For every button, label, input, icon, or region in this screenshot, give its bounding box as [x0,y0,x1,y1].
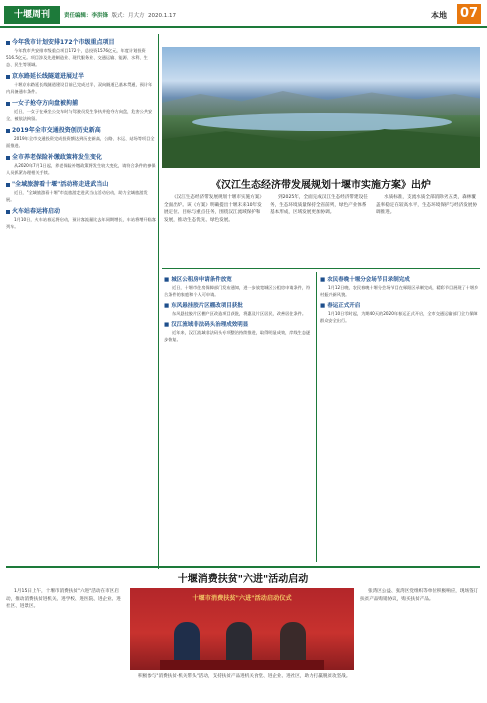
right-body: 1月12日晚，农民春晚十堰分会场节目在郧阳区录制完成，精彩节目展现了十堰乡村振兴新风貌。 [320,285,479,297]
right-body: 1月10日零时起，为期40天的2020年春运正式开启，全市交通运输部门全力保障群众安全出行。 [320,311,478,323]
page-number: 07 [457,4,481,24]
right-item-1 [320,302,480,324]
column-divider [158,34,159,569]
mid-title: ■ 城区公租房申请条件放宽 [164,276,312,284]
brief-title: 一女子抢夺方向盘被拘捕 [6,99,156,108]
brief-0 [6,38,156,68]
brief-title: 京东路延长线隧道进展过半 [6,72,156,81]
section-label: 本地 [431,11,447,20]
bottom-text-2: 积极参与"消费扶贫·机关带头"活动，支持扶贫产品进机关食堂、进企业、进社区，助力打赢脱贫攻坚战。 [138,674,351,679]
brief-body: 从2020年7月1日起，养老保险补缴政策将发生较大变化，请符合条件的参保人员抓紧办理相关手续。 [6,163,156,175]
lake-shape [192,113,452,131]
feature-col-2 [270,194,370,264]
mid-body: 近年来，汉江流域非法码头专项整治持续推进，取得明显成效，岸线生态逐步恢复。 [164,330,311,342]
mid-title: ■ 东风悬挂胶片区棚改项目获批 [164,302,312,310]
mid-body: 近日，十堰市住房保障部门发布通知，进一步放宽城区公租房申请条件，符合条件的家庭和个人可申请。 [164,285,311,297]
feature-rule [162,268,480,269]
mid-item-2 [164,321,312,343]
newspaper-logo: 十堰周刊 [4,6,60,24]
middle-news-column [164,272,312,562]
event-banner: 十堰市消费扶贫"六进"活动启动仪式 [192,595,292,602]
brief-3 [6,126,156,149]
right-title: ■ 春运正式开启 [320,302,480,310]
brief-body: 十堰京东路延长线隧道建设目前已完成过半，双向隧道已基本贯通，预计年内具备通车条件。 [6,82,153,94]
brief-title: 2019年全市交通投资创历史新高 [6,126,156,135]
editor: 责任编辑：李洪锋 [64,13,109,19]
design: 版式：月大方 [111,13,145,19]
brief-1 [6,72,156,95]
left-news-column [6,34,156,569]
brief-body: 近日，一女子在乘坐公交车时与驾驶员发生争执并抢夺方向盘，危害公共安全，被依法拘留。 [6,109,153,121]
feature-text-1: 《汉江生态经济带发展规划十堰市实施方案》全面出炉。该《方案》明确提出十堰未来10年发展定位、目标与重点任务，围绕汉江流域保护和发展，推动生态优先、绿色发展。 [164,195,264,223]
bottom-text-1: 1月15日上午，十堰市消费扶贫"六进"活动在市区启动，推动消费扶贫进机关、进学校、进医院、进企业、进社区、进景区。 [6,589,121,609]
mid-title: ■ 汉江流域非法码头治理成效明显 [164,321,312,329]
mid-item-0 [164,276,312,298]
column-divider-2 [316,272,317,562]
right-news-column [320,272,480,562]
brief-title: 今年我市计划安排172个市级重点项目 [6,38,156,47]
feature-headline: 《汉江生态经济带发展规划十堰市实施方案》出炉 [211,180,431,191]
feature-text-3: 水质标准，支流水质全部消除劣五类，森林覆盖率稳定在较高水平，生态环境保护与经济发展协调推进。 [376,195,478,215]
brief-body: 2019年全市交通投资完成投资额达到历史新高，公路、水运、站场等项目全面推进。 [6,136,155,148]
brief-title: 全市养老保险补缴政策将发生变化 [6,153,156,162]
signing-table [160,660,324,670]
brief-title: 火车站春运将启动 [6,207,156,216]
brief-5 [6,180,156,203]
right-title: ■ 农民春晚十堰分会场节目录制完成 [320,276,480,284]
lake-landscape-photo [162,47,480,168]
brief-6 [6,207,156,230]
feature-col-3 [376,194,480,264]
brief-body: 今年我市共安排市级重点项目172个，总投资1576亿元，年度计划投资516.5亿元。项目涉及先进制造业、现代服务业、交通运输、能源、水利、生态、民生等领域。 [6,48,148,67]
issue-date: 2020.1.17 [148,13,177,19]
brief-body: 1月10日，火车站春运将启动，预计客流量比去年同期增长，车站将增开临客列车。 [6,217,156,229]
bottom-rule [6,566,480,568]
bottom-headline: 十堰消费扶贫"六进"活动启动 [177,574,309,585]
mountain-shape [162,85,480,115]
mid-item-1 [164,302,312,317]
brief-4 [6,153,156,176]
event-photo [130,588,354,670]
bottom-col-2 [130,673,354,699]
brief-title: "全域旅游看十堰"活动将走进武当山 [6,180,156,189]
bottom-text-3: 张湾区公益、张湾区党组织等单位积极响应，现场签订扶贫产品购销协议，购买扶贫产品。 [360,589,479,602]
brief-2 [6,99,156,122]
page-header [0,0,487,28]
edition-meta [64,11,176,19]
right-item-0 [320,276,480,298]
bottom-col-3 [360,588,480,698]
feature-text-2: 到2025年，全面完成汉江生态经济带建设任务，生态环境质量保持全省前列，绿色产业体系基本形成，区域发展更加协调。 [270,195,368,215]
brief-body: 近日，"全域旅游看十堰"市直旅游走进武当山活动启动，助力全域旅游发展。 [6,190,148,202]
hill-shape [162,127,480,168]
mid-body: 东风悬挂胶片区棚户区改造项目获批，将惠及片区居民，改善居住条件。 [172,311,307,316]
bottom-col-1 [6,588,124,698]
feature-col-1 [164,194,264,264]
